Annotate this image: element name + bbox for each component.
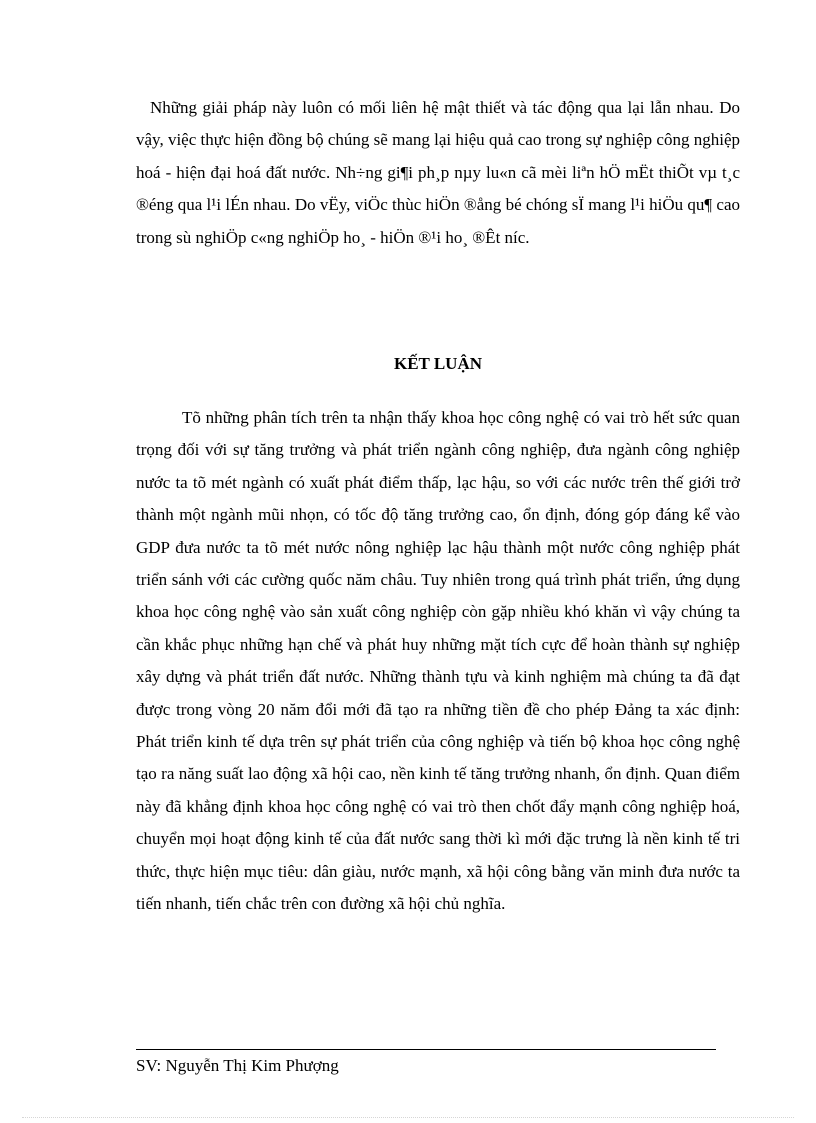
conclusion-paragraph: Tõ những phân tích trên ta nhận thấy khoa học công nghệ có vai trò hết sức quan trọng đối với sự tăng trưởng và phát triển ngành công nghiệp, đưa ngành công nghiệp nước ta tõ mét ngành có xuất phát điểm thấp, lạc hậu, so với các nước trên thế giới trở thành một ngành mũi nhọn, có tốc độ tăng trưởng cao, ổn định, đóng góp đáng kể vào GDP đưa nước ta tõ mét nước nông nghiệp lạc hậu thành một nước công nghiệp phát triển sánh với các cường quốc năm châu. Tuy nhiên trong quá trình phát triển, ứng dụng khoa học công nghệ vào sản xuất công nghiệp còn gặp nhiều khó khăn vì vậy chúng ta cần khắc phục những hạn chế và phát huy những mặt tích cực để hoàn thành sự nghiệp xây dựng và phát triển đất nước. Những thành tựu và kinh nghiệm mà chúng ta đã đạt được trong vòng 20 năm đổi mới đã tạo ra những tiền đề cho phép Đảng ta xác định: Phát triển kinh tế dựa trên sự phát triển của công nghiệp và tiến bộ khoa học công nghệ tạo ra năng suất lao động xã hội cao, nền kinh tế tăng trưởng nhanh, ổn định. Quan điểm này đã khẳng định khoa học công nghệ có vai trò then chốt đẩy mạnh công nghiệp hoá, chuyển mọi hoạt động kinh tế của đất nước sang thời kì mới đặc trưng là nền kinh tế tri thức, thực hiện mục tiêu: dân giàu, nước mạnh, xã hội công bằng văn minh đưa nước ta tiến nhanh, tiến chắc trên con đường xã hội chủ nghĩa. <box>136 408 740 914</box>
intro-paragraph: Những giải pháp này luôn có mối liên hệ mật thiết và tác động qua lại lẫn nhau. Do vậy, việc thực hiện đồng bộ chúng sẽ mang lại hiệu quả cao trong sự nghiệp công nghiệp hoá - hiện đại hoá đất nước. Nh÷ng gi¶i ph¸p nµy lu«n cã mèi liªn hÖ mËt thiÕt vµ t¸c ®éng qua l¹i lÉn nhau. Do vËy, viÖc thùc hiÖn ®ång bé chóng sÏ mang l¹i hiÖu qu¶ cao trong sù nghiÖp c«ng nghiÖp ho¸ - hiÖn ®¹i ho¸ ®Êt níc. <box>136 98 740 247</box>
page-bottom-border <box>22 1117 794 1118</box>
footer-author: SV: Nguyễn Thị Kim Phượng <box>136 1056 339 1075</box>
section-heading: KẾT LUẬN <box>393 354 482 373</box>
footer-divider <box>136 1049 716 1050</box>
